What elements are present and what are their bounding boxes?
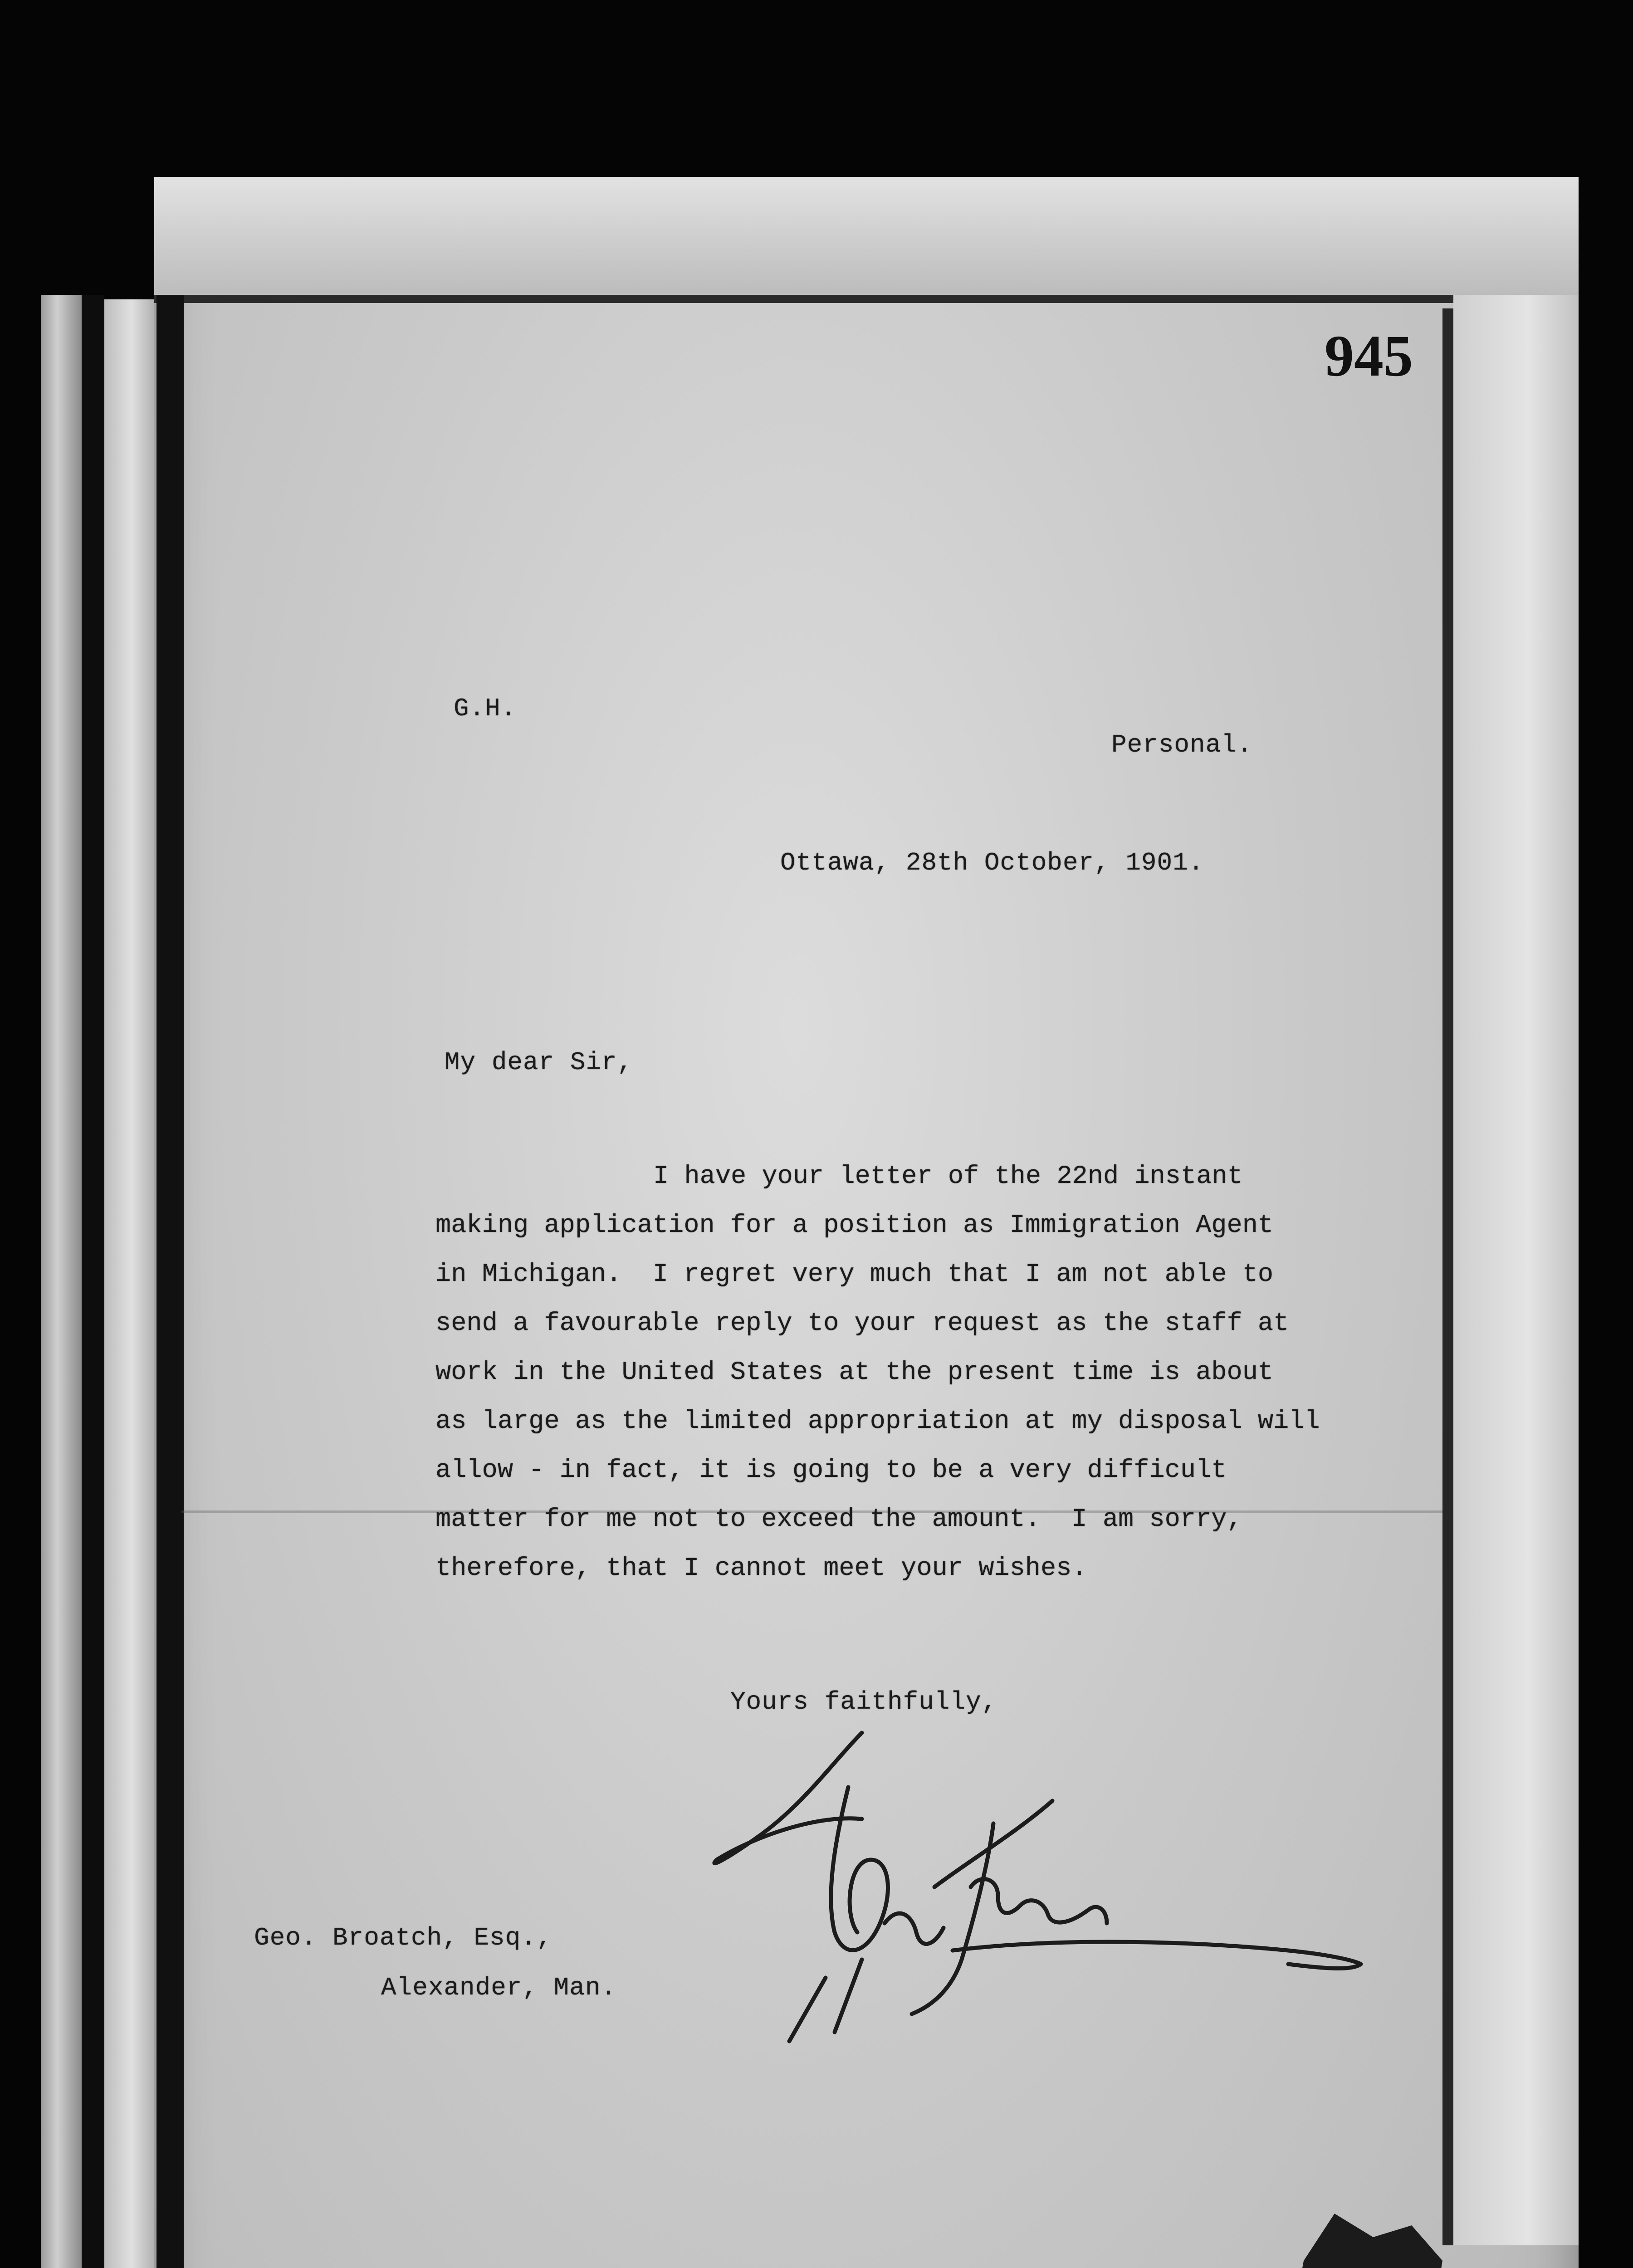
reference-initials: G.H. (454, 694, 517, 723)
body-line: as large as the limited appropriation at my disposal will (435, 1407, 1320, 1436)
underlying-sheet (1453, 295, 1579, 2245)
body-line: in Michigan. I regret very much that I am not able to (435, 1260, 1274, 1289)
letter-body (435, 1152, 1320, 1593)
body-line: matter for me not to exceed the amount. I am sorry, (435, 1505, 1242, 1534)
personal-marking: Personal. (1111, 730, 1253, 759)
body-line: allow - in fact, it is going to be a very difficult (435, 1456, 1227, 1485)
body-line: work in the United States at the present time is about (435, 1358, 1274, 1387)
date-line: Ottawa, 28th October, 1901. (780, 848, 1204, 877)
binding-gap (82, 295, 104, 2268)
closing: Yours faithfully, (730, 1687, 997, 1716)
handwritten-signature (699, 1724, 1388, 2050)
body-line: send a favourable reply to your request as the staff at (435, 1309, 1289, 1338)
salutation: My dear Sir, (445, 1048, 633, 1077)
recipient-name: Geo. Broatch, Esq., (254, 1923, 552, 1952)
body-line: I have your letter of the 22nd instant (653, 1162, 1243, 1191)
page-number: 945 (1325, 323, 1413, 389)
binding-strip-inner (104, 299, 159, 2268)
sheet-binding-edge (156, 295, 184, 2268)
sheet-right-edge (1442, 308, 1453, 2245)
body-line: making application for a position as Immigration Agent (435, 1211, 1274, 1240)
binding-strip-left (41, 295, 82, 2268)
body-line: therefore, that I cannot meet your wishes. (435, 1554, 1087, 1583)
recipient-place: Alexander, Man. (381, 1973, 617, 2002)
sheet-top-edge (154, 177, 1579, 303)
